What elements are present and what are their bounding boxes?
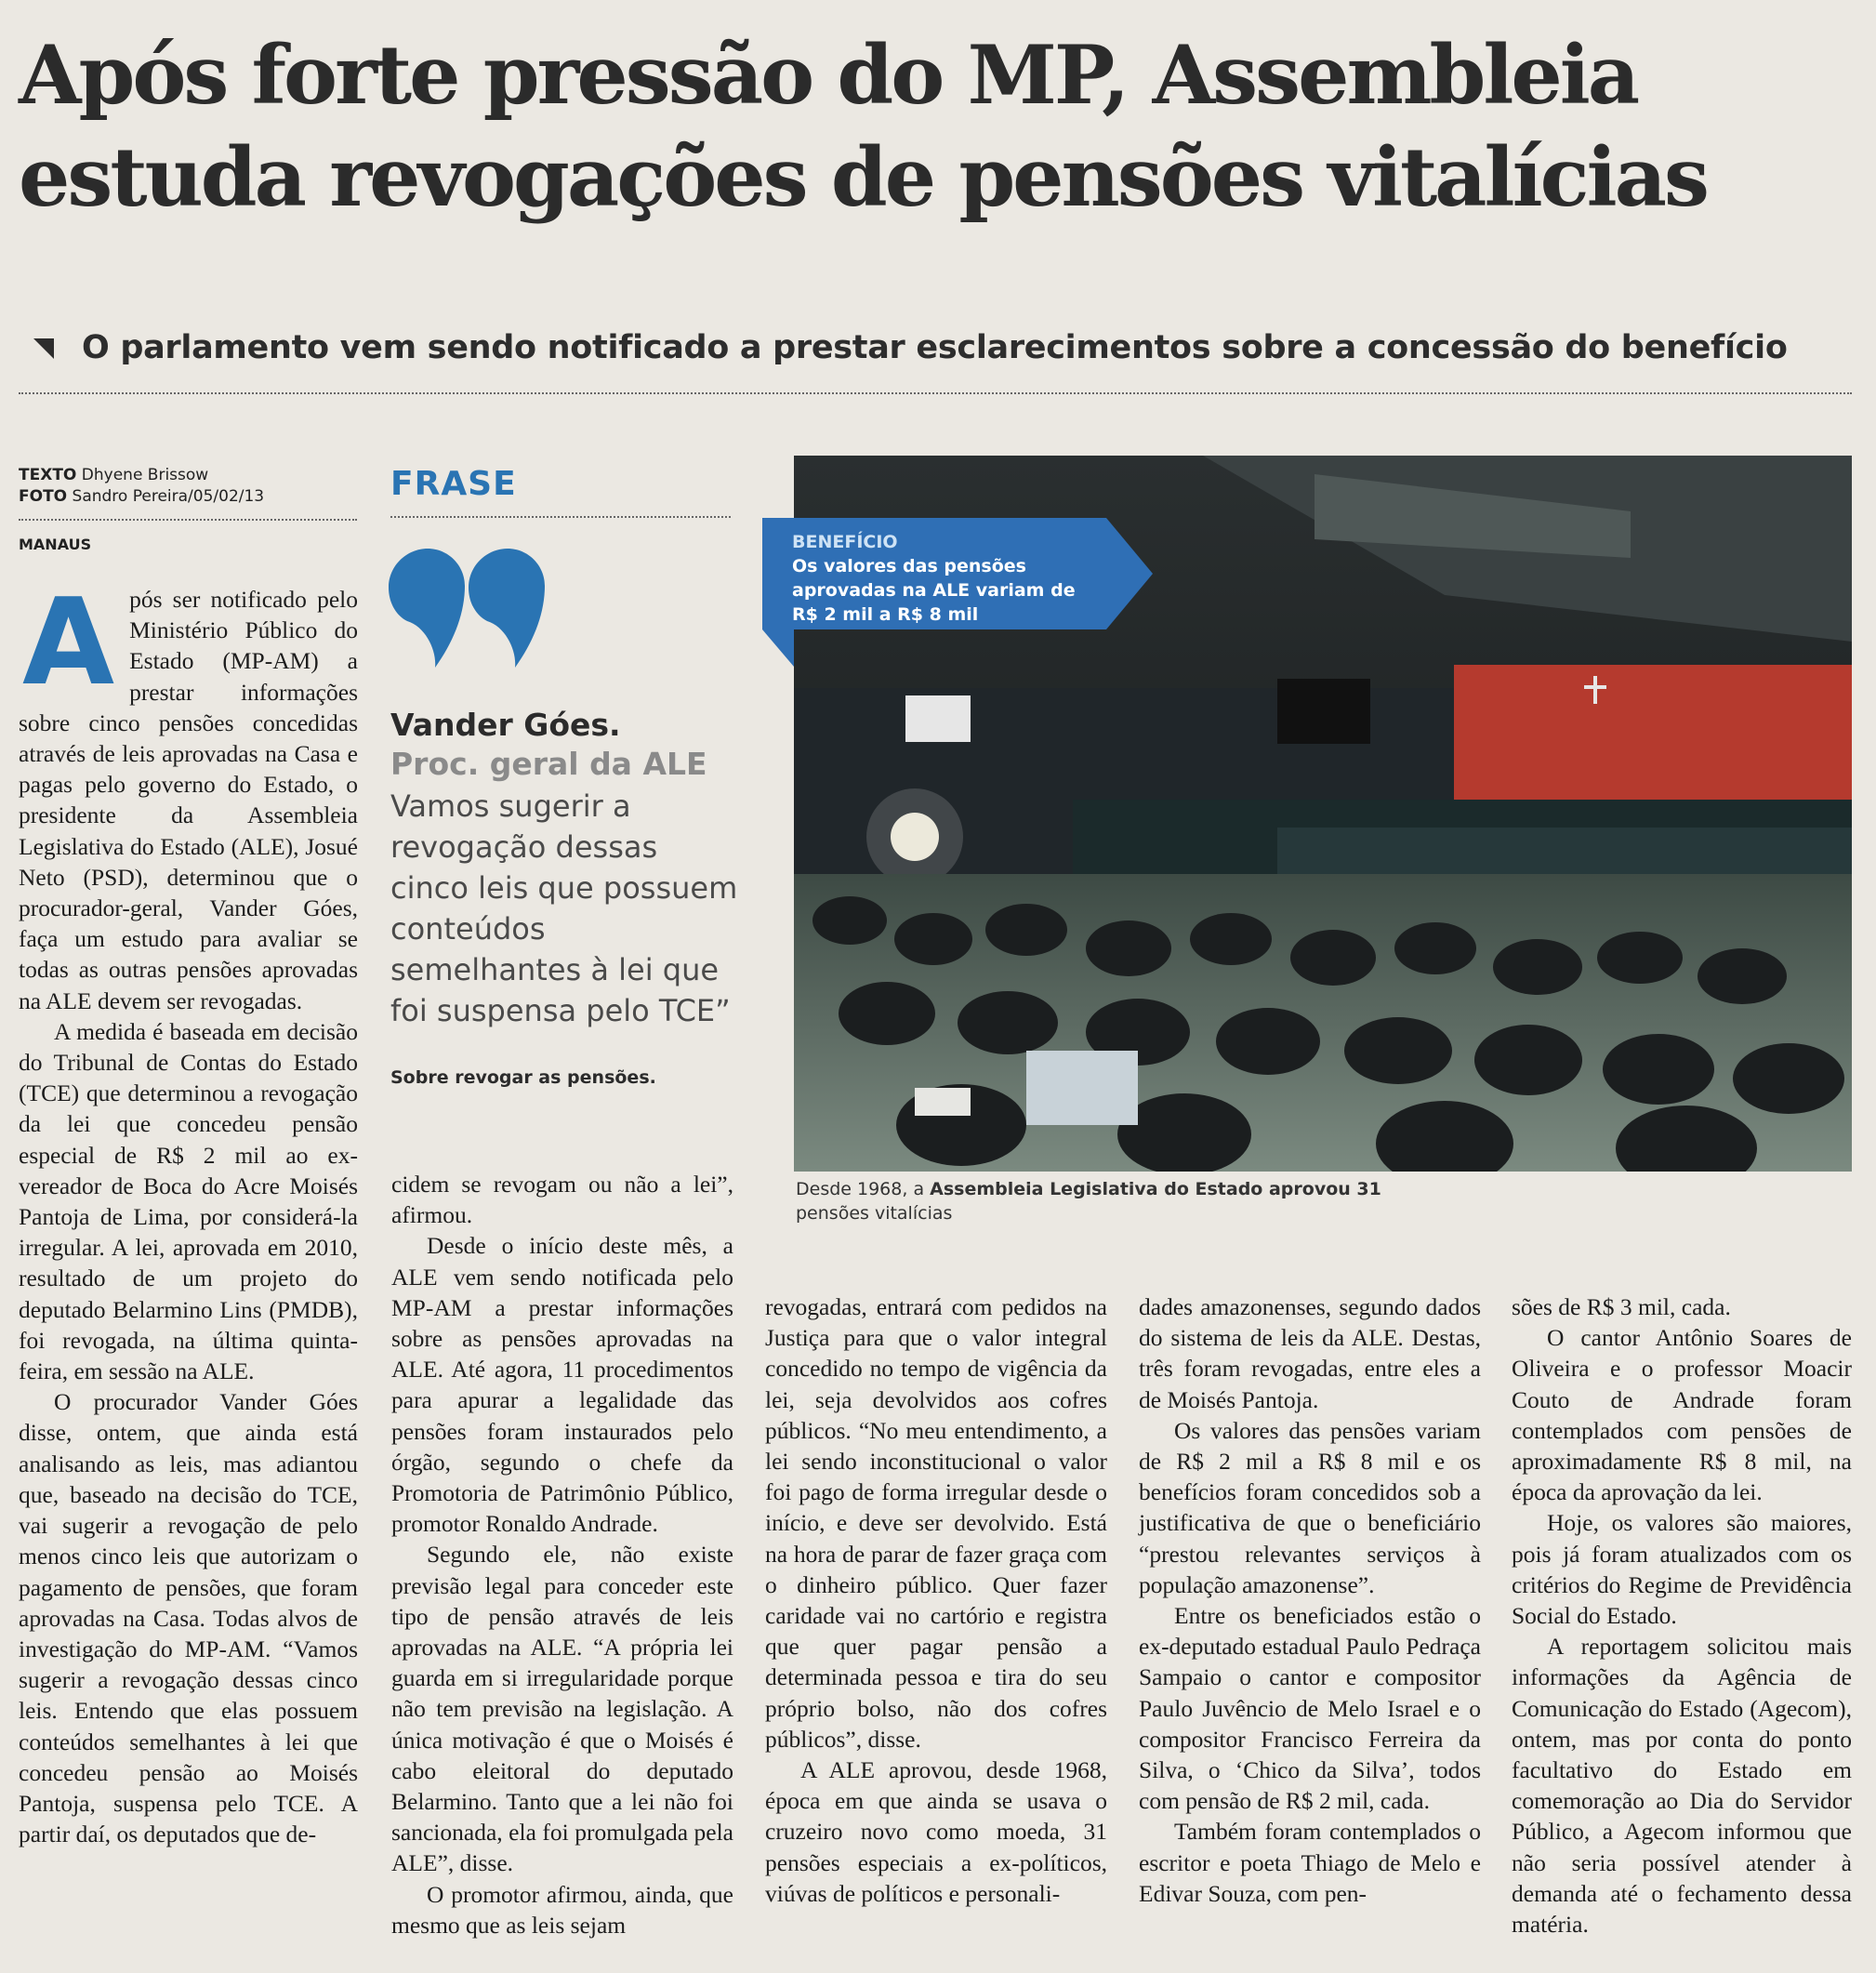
paragraph: Segundo ele, não existe previsão legal para conceder este tipo de pensão através de leis aprovadas na ALE. “A própria lei guarda em si irregularidade porque não tem previsão na legislação. A única motivação é que o Moisés é cabo eleitoral do deputado Belarmino. Tanto que a lei não foi sancionada, ela foi promulgada pela ALE”, disse. [391,1541,733,1877]
paragraph: Entre os beneficiados estão o ex-deputado estadual Paulo Pedraça Sampaio o cantor e compositor Paulo Juvêncio de Melo Israel e o compositor Francisco Ferreira da Silva, o ‘Chico da Silva’, todos com pensão de R$ 2 mil, cada. [1139,1602,1481,1815]
paragraph: dades amazonenses, segundo dados do sistema de leis da ALE. Destas, três foram revogadas, entre eles a de Moisés Pantoja. [1139,1293,1481,1413]
paragraph: pós ser notificado pelo Ministério Público do Estado (MP-AM) a prestar informações sobre cinco pensões concedidas através de leis aprovadas na Casa e pagas pelo governo do Estado, o presidente da Assembleia Legislativa do Estado (ALE), Josué Neto (PSD), determinou que o procurador-geral, Vander Góes, faça um estudo para avaliar se todas as outras pensões aprovadas na ALE devem ser revogadas. [19,586,358,1014]
headline-line-1: Após forte pressão do MP, Assembleia [19,27,1638,123]
caption-bold: Assembleia Legislativa do Estado aprovou 31 [930,1179,1381,1199]
triangle-bullet-icon [33,338,54,359]
headline [19,24,1859,229]
drop-cap: A [22,574,115,712]
callout-line-3: R$ 2 mil a R$ 8 mil [792,604,979,625]
divider-top [19,392,1852,394]
paragraph: Hoje, os valores são maiores, pois já foram atualizados com os critérios do Regime de Previdência Social do Estado. [1512,1509,1852,1630]
paragraph: Também foram contemplados o escritor e poeta Thiago de Melo e Edivar Souza, com pen- [1139,1818,1481,1907]
paragraph: Os valores das pensões variam de R$ 2 mil a R$ 8 mil e os benefícios foram concedidos sob a justificativa de que o beneficiário “prestou relevantes serviços à população amazonense”. [1139,1416,1481,1598]
headline-line-2: estuda revogações de pensões vitalícias [19,129,1708,225]
article-column-1 [19,574,358,1849]
paragraph: O cantor Antônio Soares de Oliveira e o professor Moacir Couto de Andrade foram contemplados com pensões de aproximadamente R$ 8 mil, na época da aprovação da lei. [1512,1324,1852,1506]
foto-label: FOTO [19,487,68,506]
paragraph: O promotor afirmou, ainda, que mesmo que as leis sejam [391,1880,733,1939]
foto-name: Sandro Pereira/05/02/13 [72,487,265,506]
dateline: MANAUS [19,536,92,553]
paragraph: A reportagem solicitou mais informações da Agência de Comunicação do Estado (Agecom), ontem, mas por conta do ponto facultativo do Estado em comemoração ao Dia do Servidor Público, a Agecom informou que não seria possível atender à demanda até o fechamento dessa matéria. [1512,1633,1852,1939]
caption-prefix: Desde 1968, a [796,1179,931,1199]
callout [792,530,1076,627]
texto-label: TEXTO [19,466,77,484]
paragraph: revogadas, entrará com pedidos na Justiça para que o valor integral concedido no tempo de vigência da lei, seja devolvidos aos cofres públicos. “No meu entendimento, a lei sendo inconstitucional o valor foi pago de forma irregular desde o início, e deve ser devolvido. Está na hora de parar de fazer graça com o dinheiro público. Quer fazer caridade vai no cartório e registra que quer pagar pensão a determinada pessoa e tira do seu próprio bolso, não dos cofres públicos”, disse. [765,1293,1107,1753]
callout-label: BENEFÍCIO [792,532,898,552]
divider-credits [19,519,357,521]
quote-speaker: Vander Góes. [390,707,621,743]
article-column-3 [765,1291,1107,1909]
paragraph: O procurador Vander Góes disse, ontem, que ainda está analisando as leis, mas adiantou que, baseado na decisão do TCE, vai sugerir a revogação de pelo menos cinco leis que autorizam o pagamento de pensões, que foram aprovadas na Casa. Todas alvos de investigação do MP-AM. “Vamos sugerir a revogação dessas cinco leis. Entendo que elas possuem conteúdos semelhantes à lei que concedeu pensão ao Moisés Pantoja, suspensa pelo TCE. A partir daí, os deputados que de- [19,1388,358,1848]
subtitle [33,329,1856,366]
quote-note: Sobre revogar as pensões. [390,1067,656,1088]
caption-line-2: pensões vitalícias [796,1203,953,1224]
frase-title: FRASE [390,465,517,503]
paragraph: sões de R$ 3 mil, cada. [1512,1293,1731,1320]
quote-text: Vamos sugerir a revogação dessas cinco leis que possuem conteúdos semelhantes à lei que foi suspensa pelo TCE” [390,788,738,1028]
paragraph: A ALE aprovou, desde 1968, época em que ainda se usava o cruzeiro novo como moeda, 31 pensões especiais a ex-políticos, viúvas de políticos e personali- [765,1756,1107,1907]
article-column-2 [391,1169,733,1940]
paragraph: cidem se revogam ou não a lei”, afirmou. [391,1171,733,1229]
photo-caption [796,1177,1381,1225]
credits [19,465,264,508]
subtitle-text: O parlamento vem sendo notificado a prestar esclarecimentos sobre a concessão do benefício [82,329,1788,366]
callout-line-2: aprovadas na ALE variam de [792,580,1076,601]
paragraph: A medida é baseada em decisão do Tribunal de Contas do Estado (TCE) que determinou a revogação da lei que concedeu pensão especial de R$ 2 mil ao ex-vereador de Boca do Acre Moisés Pantoja de Lima, por considerá-la irregular. A lei, aprovada em 2010, resultado de um projeto do deputado Belarmino Lins (PMDB), foi revogada, na última quinta-feira, em sessão na ALE. [19,1017,358,1385]
article-column-4 [1139,1291,1481,1909]
texto-name: Dhyene Brissow [81,466,209,484]
article-column-5 [1512,1291,1852,1940]
divider-frase [390,516,731,518]
quote-marks-icon [389,549,547,669]
paragraph: Desde o início deste mês, a ALE vem sendo notificada pelo MP-AM a prestar informações sobre as pensões aprovadas na ALE. Até agora, 11 procedimentos para apurar a legalidade das pensões foram instaurados pelo órgão, segundo o chefe da Promotoria de Patrimônio Público, promotor Ronaldo Andrade. [391,1232,733,1538]
quote-role: Proc. geral da ALE [390,746,707,782]
callout-line-1: Os valores das pensões [792,556,1026,576]
